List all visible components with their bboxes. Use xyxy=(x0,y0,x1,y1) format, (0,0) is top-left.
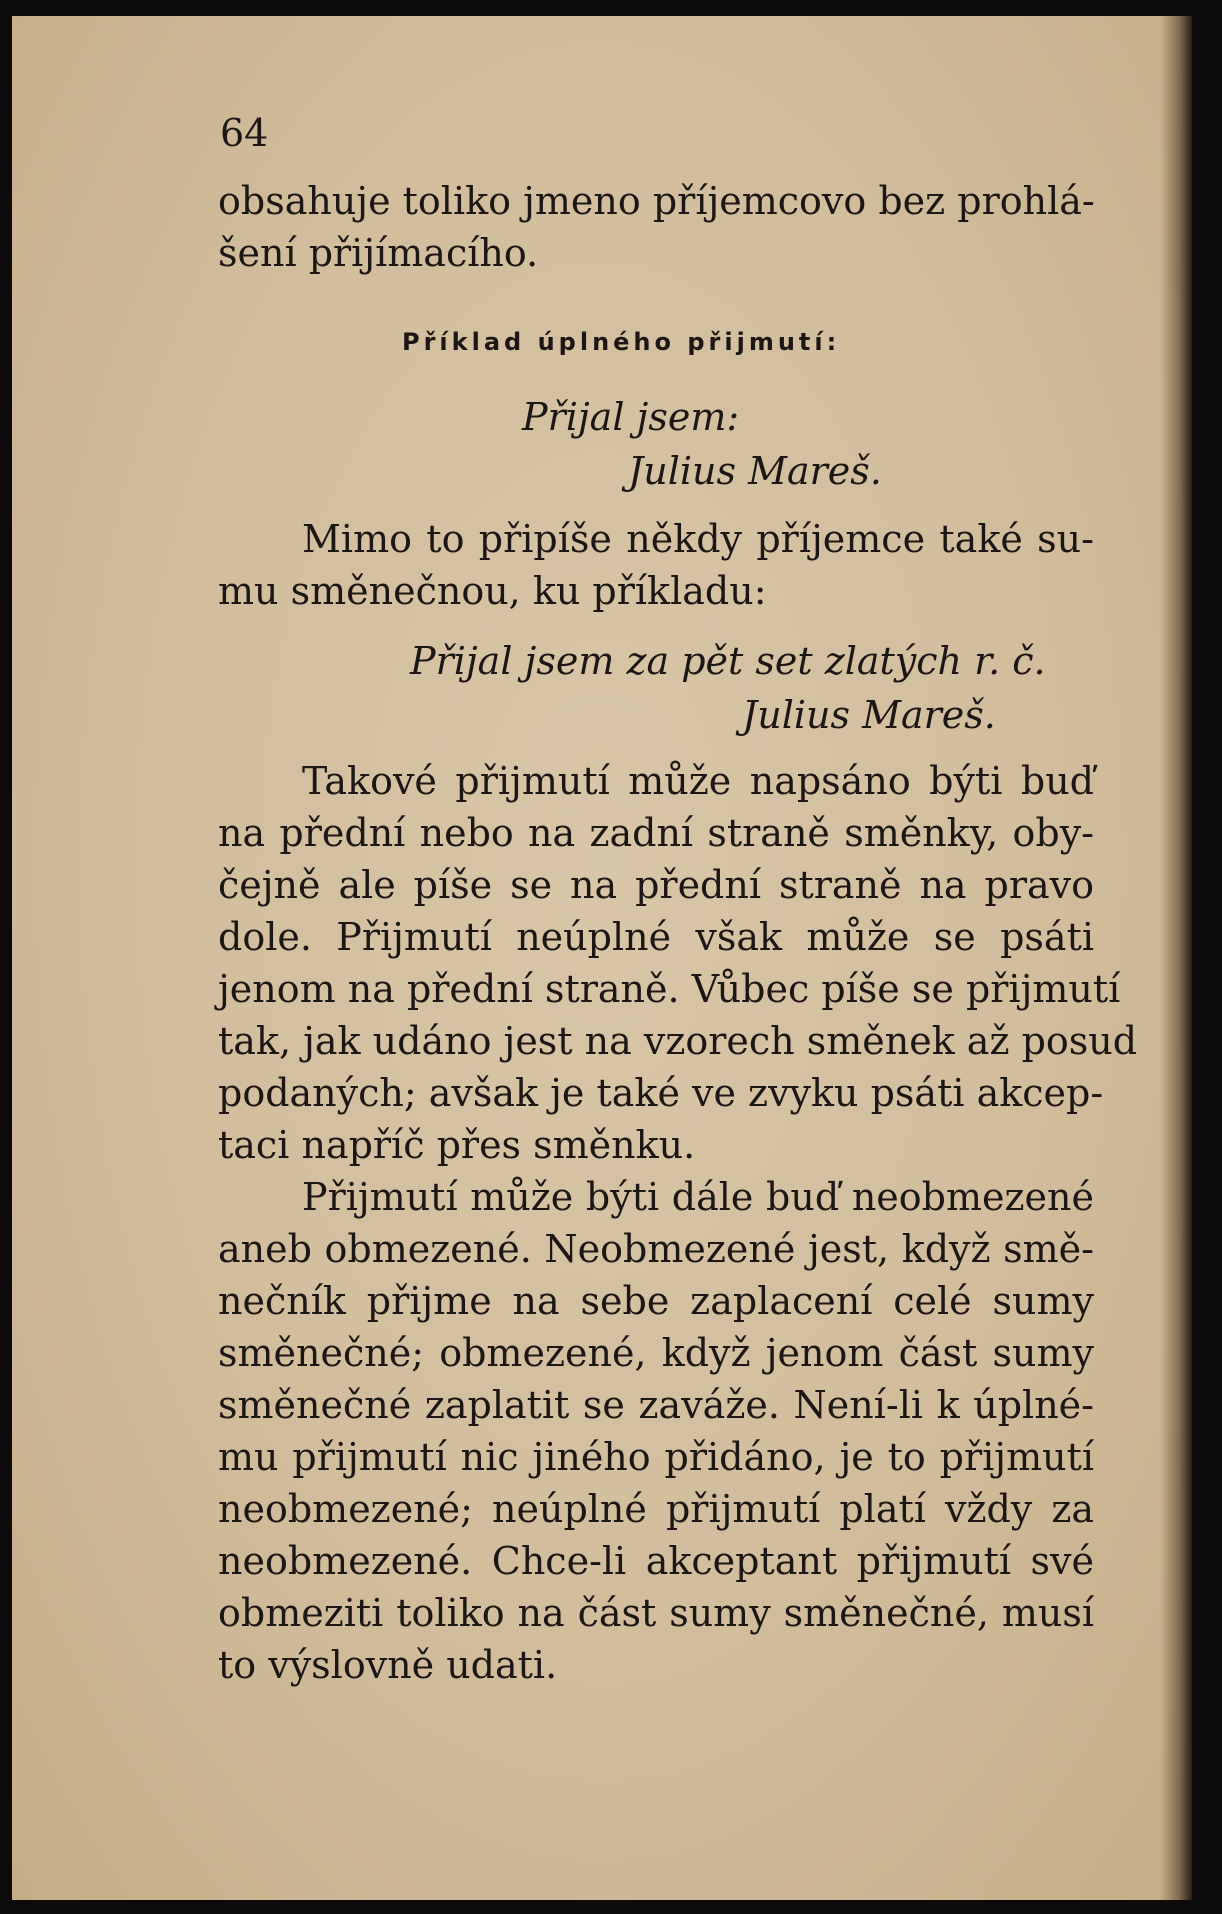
text-line: mu přijmutí nic jiného přidáno, je to přijmutí xyxy=(218,1435,1094,1479)
text-line: jenom na přední straně. Vůbec píše se přijmutí xyxy=(218,967,1121,1011)
text-line: obsahuje toliko jmeno příjemcovo bez prohlá- xyxy=(218,179,1095,223)
example-heading: Příklad úplného přijmutí: xyxy=(402,328,841,356)
page-gutter-shadow xyxy=(1160,16,1192,1900)
example-signature-name: Julius Mareš. xyxy=(742,693,996,737)
text-line: podaných; avšak je také ve zvyku psáti akcep- xyxy=(218,1071,1104,1115)
text-line: to výslovně udati. xyxy=(218,1643,558,1687)
text-line: směnečné zaplatit se zaváže. Není-li k úplné- xyxy=(218,1383,1094,1427)
text-line: šení přijímacího. xyxy=(218,231,539,275)
text-line: Mimo to připíše někdy příjemce také su- xyxy=(302,517,1094,561)
text-line: taci napříč přes směnku. xyxy=(218,1123,696,1167)
text-line: neobmezené. Chce-li akceptant přijmutí své xyxy=(218,1539,1094,1583)
text-line: dole. Přijmutí neúplné však může se psáti xyxy=(218,915,1094,959)
text-line: tak, jak udáno jest na vzorech směnek až posud xyxy=(218,1019,1138,1063)
text-line: nečník přijme na sebe zaplacení celé sumy xyxy=(218,1279,1094,1323)
example-signature-name: Julius Mareš. xyxy=(628,449,882,493)
text-line: obmeziti toliko na část sumy směnečné, musí xyxy=(218,1591,1094,1635)
text-line: mu směnečnou, ku příkladu: xyxy=(218,569,767,613)
example-signature-line: Přijal jsem za pět set zlatých r. č. xyxy=(410,639,1046,683)
book-page xyxy=(12,16,1192,1900)
text-line: Přijmutí může býti dále buď neobmezené xyxy=(302,1175,1094,1219)
example-signature-line: Přijal jsem: xyxy=(522,395,740,439)
text-line: na přední nebo na zadní straně směnky, oby- xyxy=(218,811,1094,855)
text-line: směnečné; obmezené, když jenom část sumy xyxy=(218,1331,1094,1375)
text-line: aneb obmezené. Neobmezené jest, když smě- xyxy=(218,1227,1094,1271)
text-line: neobmezené; neúplné přijmutí platí vždy za xyxy=(218,1487,1094,1531)
text-line: Takové přijmutí může napsáno býti buď xyxy=(302,759,1094,803)
text-line: čejně ale píše se na přední straně na pravo xyxy=(218,863,1094,907)
page-number: 64 xyxy=(220,111,269,155)
